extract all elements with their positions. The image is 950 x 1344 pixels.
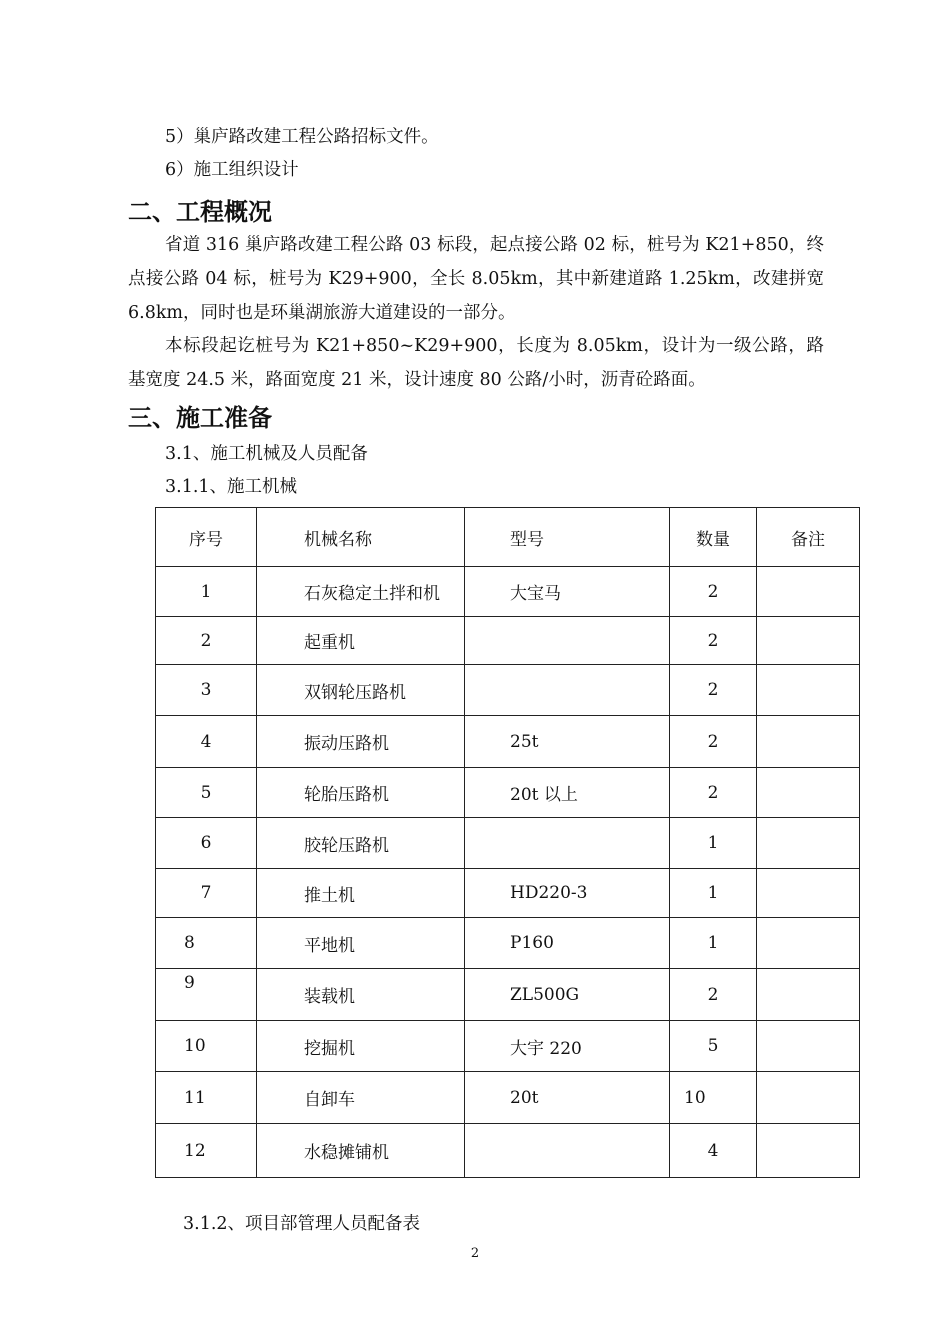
section-heading: 三、施工准备: [128, 404, 272, 432]
table-cell-model: P160: [465, 918, 670, 969]
table-cell-note: [757, 665, 860, 716]
table-cell-qty: 2: [670, 768, 757, 818]
table-cell-qty: 1: [670, 818, 757, 869]
table-cell-qty: 4: [670, 1124, 757, 1178]
table-cell-qty: 2: [670, 665, 757, 716]
table-cell-qty: 2: [670, 617, 757, 665]
table-cell-no: 1: [156, 567, 257, 617]
table-cell-qty: 2: [670, 567, 757, 617]
list-item: 5）巢庐路改建工程公路招标文件。: [165, 127, 439, 147]
table-cell-model: [465, 818, 670, 869]
machinery-table: [155, 507, 860, 1178]
table-cell-no: 10: [156, 1021, 257, 1072]
subsection-title: 3.1.1、施工机械: [165, 477, 298, 497]
table-cell-note: [757, 918, 860, 969]
table-cell-name: 平地机: [257, 918, 465, 969]
table-row: [156, 869, 860, 918]
paragraph: [128, 329, 824, 397]
table-row: [156, 918, 860, 969]
subsection-title: 3.1.2、项目部管理人员配备表: [183, 1214, 421, 1234]
table-cell-name: 石灰稳定土拌和机: [257, 567, 465, 617]
table-cell-model: [465, 617, 670, 665]
table-cell-no: 6: [156, 818, 257, 869]
table-cell-note: [757, 617, 860, 665]
table-cell-name: 挖掘机: [257, 1021, 465, 1072]
table-header-cell: 型号: [465, 508, 670, 567]
table-cell-note: [757, 1072, 860, 1124]
table-cell-qty: 5: [670, 1021, 757, 1072]
table-cell-note: [757, 969, 860, 1021]
table-cell-model: 25t: [465, 716, 670, 768]
table-cell-name: 胶轮压路机: [257, 818, 465, 869]
table-cell-no: 2: [156, 617, 257, 665]
table-cell-model: 大宇 220: [465, 1021, 670, 1072]
table-cell-no: 5: [156, 768, 257, 818]
table-cell-qty: 2: [670, 716, 757, 768]
table-cell-note: [757, 716, 860, 768]
table-cell-note: [757, 567, 860, 617]
page-number: 2: [470, 1246, 480, 1261]
table-cell-model: ZL500G: [465, 969, 670, 1021]
table-cell-no: 11: [156, 1072, 257, 1124]
table-cell-name: 水稳摊铺机: [257, 1124, 465, 1178]
table-cell-name: 振动压路机: [257, 716, 465, 768]
table-cell-name: 装载机: [257, 969, 465, 1021]
table-row: [156, 665, 860, 716]
table-cell-qty: 1: [670, 918, 757, 969]
table-cell-name: 轮胎压路机: [257, 768, 465, 818]
table-cell-note: [757, 818, 860, 869]
table-header-cell: 机械名称: [257, 508, 465, 567]
table-header-row: [156, 508, 860, 567]
table-cell-name: 推土机: [257, 869, 465, 918]
table-row: [156, 567, 860, 617]
table-cell-qty: 1: [670, 869, 757, 918]
list-item: 6）施工组织设计: [165, 160, 299, 180]
table-cell-model: 20t: [465, 1072, 670, 1124]
paragraph: [128, 228, 824, 330]
table-cell-no: 4: [156, 716, 257, 768]
paragraph-text: 本标段起讫桩号为 K21+850~K29+900，长度为 8.05km，设计为一级公路，路基宽度 24.5 米，路面宽度 21 米，设计速度 80 公路/小时，沥青砼路面。: [128, 336, 824, 390]
table-cell-name: 自卸车: [257, 1072, 465, 1124]
table-row: [156, 1021, 860, 1072]
table-row: [156, 768, 860, 818]
table-cell-model: 20t 以上: [465, 768, 670, 818]
table-cell-qty: 10: [670, 1072, 757, 1124]
table-cell-name: 双钢轮压路机: [257, 665, 465, 716]
table-cell-model: [465, 665, 670, 716]
table-cell-name: 起重机: [257, 617, 465, 665]
table-row: [156, 969, 860, 1021]
table-header-cell: 备注: [757, 508, 860, 567]
table-cell-note: [757, 768, 860, 818]
table-cell-model: HD220-3: [465, 869, 670, 918]
paragraph-text: 省道 316 巢庐路改建工程公路 03 标段，起点接公路 02 标，桩号为 K21+850，终点接公路 04 标，桩号为 K29+900，全长 8.05km，其中新建道路 1.25km，改建拼宽 6.8km，同时也是环巢湖旅游大道建设的一部分。: [128, 235, 824, 323]
table-row: [156, 818, 860, 869]
table-row: [156, 1124, 860, 1178]
table-cell-model: 大宝马: [465, 567, 670, 617]
table-cell-no: 12: [156, 1124, 257, 1178]
table-cell-no: 8: [156, 918, 257, 969]
table-cell-note: [757, 869, 860, 918]
table-cell-no: 3: [156, 665, 257, 716]
table-cell-qty: 2: [670, 969, 757, 1021]
table-cell-note: [757, 1021, 860, 1072]
table-cell-note: [757, 1124, 860, 1178]
table-cell-no: 9: [156, 969, 257, 1021]
section-heading: 二、工程概况: [128, 198, 272, 226]
table-row: [156, 617, 860, 665]
table-cell-no: 7: [156, 869, 257, 918]
table-row: [156, 1072, 860, 1124]
subsection-title: 3.1、施工机械及人员配备: [165, 444, 368, 464]
table-header-cell: 数量: [670, 508, 757, 567]
table-row: [156, 716, 860, 768]
table-cell-model: [465, 1124, 670, 1178]
table-header-cell: 序号: [156, 508, 257, 567]
